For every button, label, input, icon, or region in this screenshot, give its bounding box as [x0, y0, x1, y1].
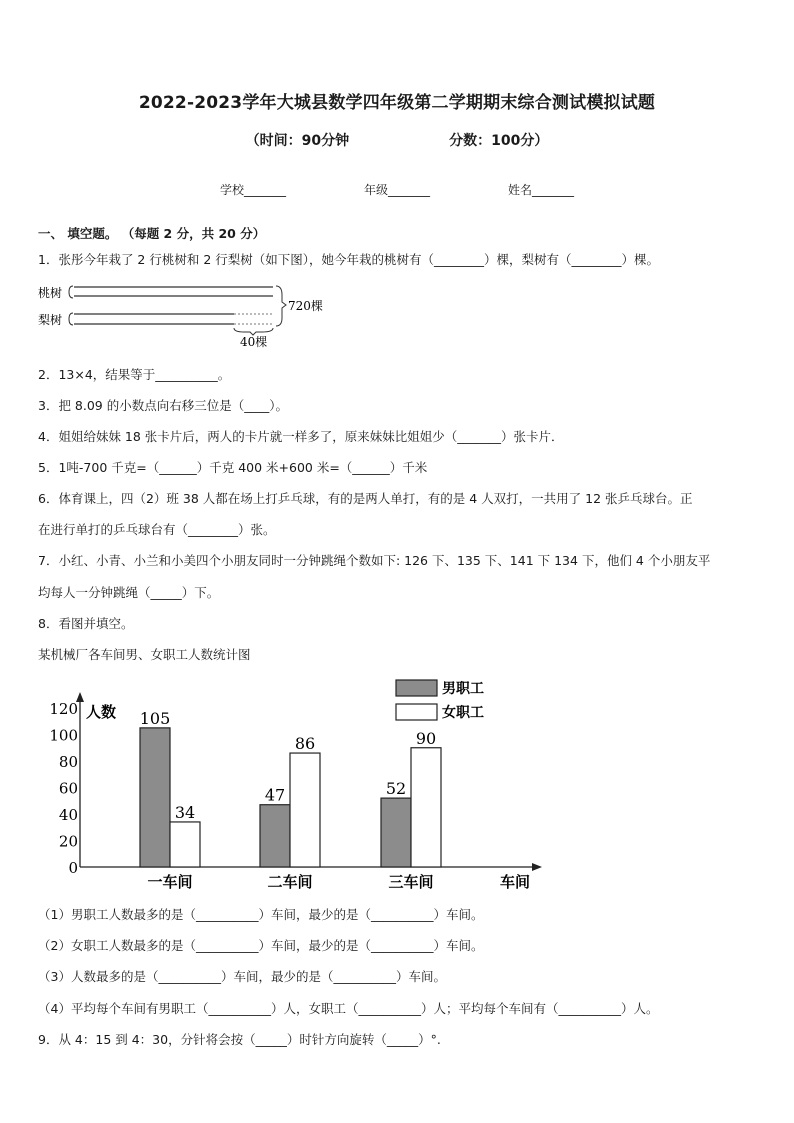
question-7-line1: 7．小红、小青、小兰和小美四个小朋友同时一分钟跳绳个数如下: 126 下、135 下、141 下 134 下，他们 4 个小朋友平 [38, 553, 711, 568]
x-axis-label: 车间 [500, 873, 531, 891]
school-field: 学校_______ [219, 183, 286, 197]
y-tick-label: 100 [49, 726, 78, 745]
question-7-line2: 均每人一分钟跳绳（_____）下。 [38, 585, 220, 600]
question-5: 5．1吨-700 千克=（______）千克 400 米+600 米=（______）千米 [38, 460, 428, 475]
score-label: 分数：100分） [449, 133, 549, 149]
bar-value-label: 105 [139, 708, 171, 728]
bar-value-label: 47 [264, 785, 286, 805]
tree-diagram [36, 280, 356, 348]
x-tick-label: 一车间 [147, 873, 193, 891]
legend-label: 女职工 [442, 705, 484, 721]
question-6-line2: 在进行单打的乒乓球台有（________）张。 [38, 522, 276, 537]
bar-value-label: 90 [415, 728, 437, 748]
y-tick-label: 0 [68, 859, 78, 877]
bar-chart [36, 668, 556, 894]
chart-caption: 某机械厂各车间男、女职工人数统计图 [38, 647, 251, 662]
peach-label: 桃树 [38, 286, 63, 300]
y-tick-label: 120 [49, 700, 78, 718]
question-3: 3．把 8.09 的小数点向右移三位是（____）。 [38, 398, 288, 413]
bar-value-label: 34 [174, 802, 196, 822]
legend-label: 男职工 [442, 681, 484, 697]
time-label: （时间：90分钟 [245, 133, 350, 149]
y-tick-label: 80 [58, 753, 78, 771]
bar [260, 805, 290, 867]
section-heading: 一、 填空题。 （每题 2 分，共 20 分） [38, 226, 266, 241]
page-title: 2022-2023学年大城县数学四年级第二学期期末综合测试模拟试题 [138, 93, 656, 113]
legend-swatch [396, 680, 437, 696]
student-info [0, 181, 794, 198]
question-8-3: （3）人数最多的是（__________）车间，最少的是（__________）车间。 [38, 969, 446, 984]
pear-label: 梨树 [38, 313, 63, 327]
question-8-2: （2）女职工人数最多的是（__________）车间，最少的是（__________）车间。 [38, 938, 484, 953]
question-4: 4．姐姐给妹妹 18 张卡片后，两人的卡片就一样多了，原来妹妹比姐姐少（_______）张卡片． [38, 429, 564, 444]
y-tick-label: 20 [58, 832, 78, 851]
question-2: 2．13×4，结果等于__________。 [38, 367, 231, 382]
bar [411, 748, 441, 867]
bar-value-label: 52 [385, 779, 407, 799]
y-tick-label: 60 [58, 779, 78, 798]
exam-meta [0, 130, 794, 150]
bar [381, 798, 411, 867]
question-8: 8．看图并填空。 [38, 616, 134, 631]
bar [170, 822, 200, 867]
bar [290, 753, 320, 867]
y-axis-label: 人数 [86, 703, 117, 721]
question-9: 9．从 4：15 到 4：30，分针将会按（_____）时针方向旋转（_____）°. [38, 1032, 441, 1047]
bar-value-label: 86 [294, 734, 316, 754]
name-field: 姓名_______ [508, 183, 575, 197]
question-8-1: （1）男职工人数最多的是（__________）车间，最少的是（__________）车间。 [38, 907, 484, 922]
question-6-line1: 6．体育课上，四（2）班 38 人都在场上打乒乓球，有的是两人单打，有的是 4 人双打，一共用了 12 张乒乓球台。正 [38, 491, 693, 506]
x-tick-label: 三车间 [388, 873, 434, 891]
y-tick-label: 40 [58, 806, 78, 824]
diff-label: 40棵 [240, 335, 268, 348]
legend-swatch [396, 704, 437, 720]
bar [140, 728, 170, 867]
total-label: 720棵 [288, 299, 323, 313]
x-axis-arrow [532, 863, 542, 871]
question-8-4: （4）平均每个车间有男职工（__________）人，女职工（__________）人；平均每个车间有（__________）人。 [38, 1001, 659, 1016]
x-tick-label: 二车间 [267, 873, 313, 891]
grade-field: 年级_______ [363, 183, 430, 197]
question-1: 1．张彤今年栽了 2 行桃树和 2 行梨树（如下图），她今年栽的桃树有（________）棵，梨树有（________）棵。 [38, 252, 660, 267]
